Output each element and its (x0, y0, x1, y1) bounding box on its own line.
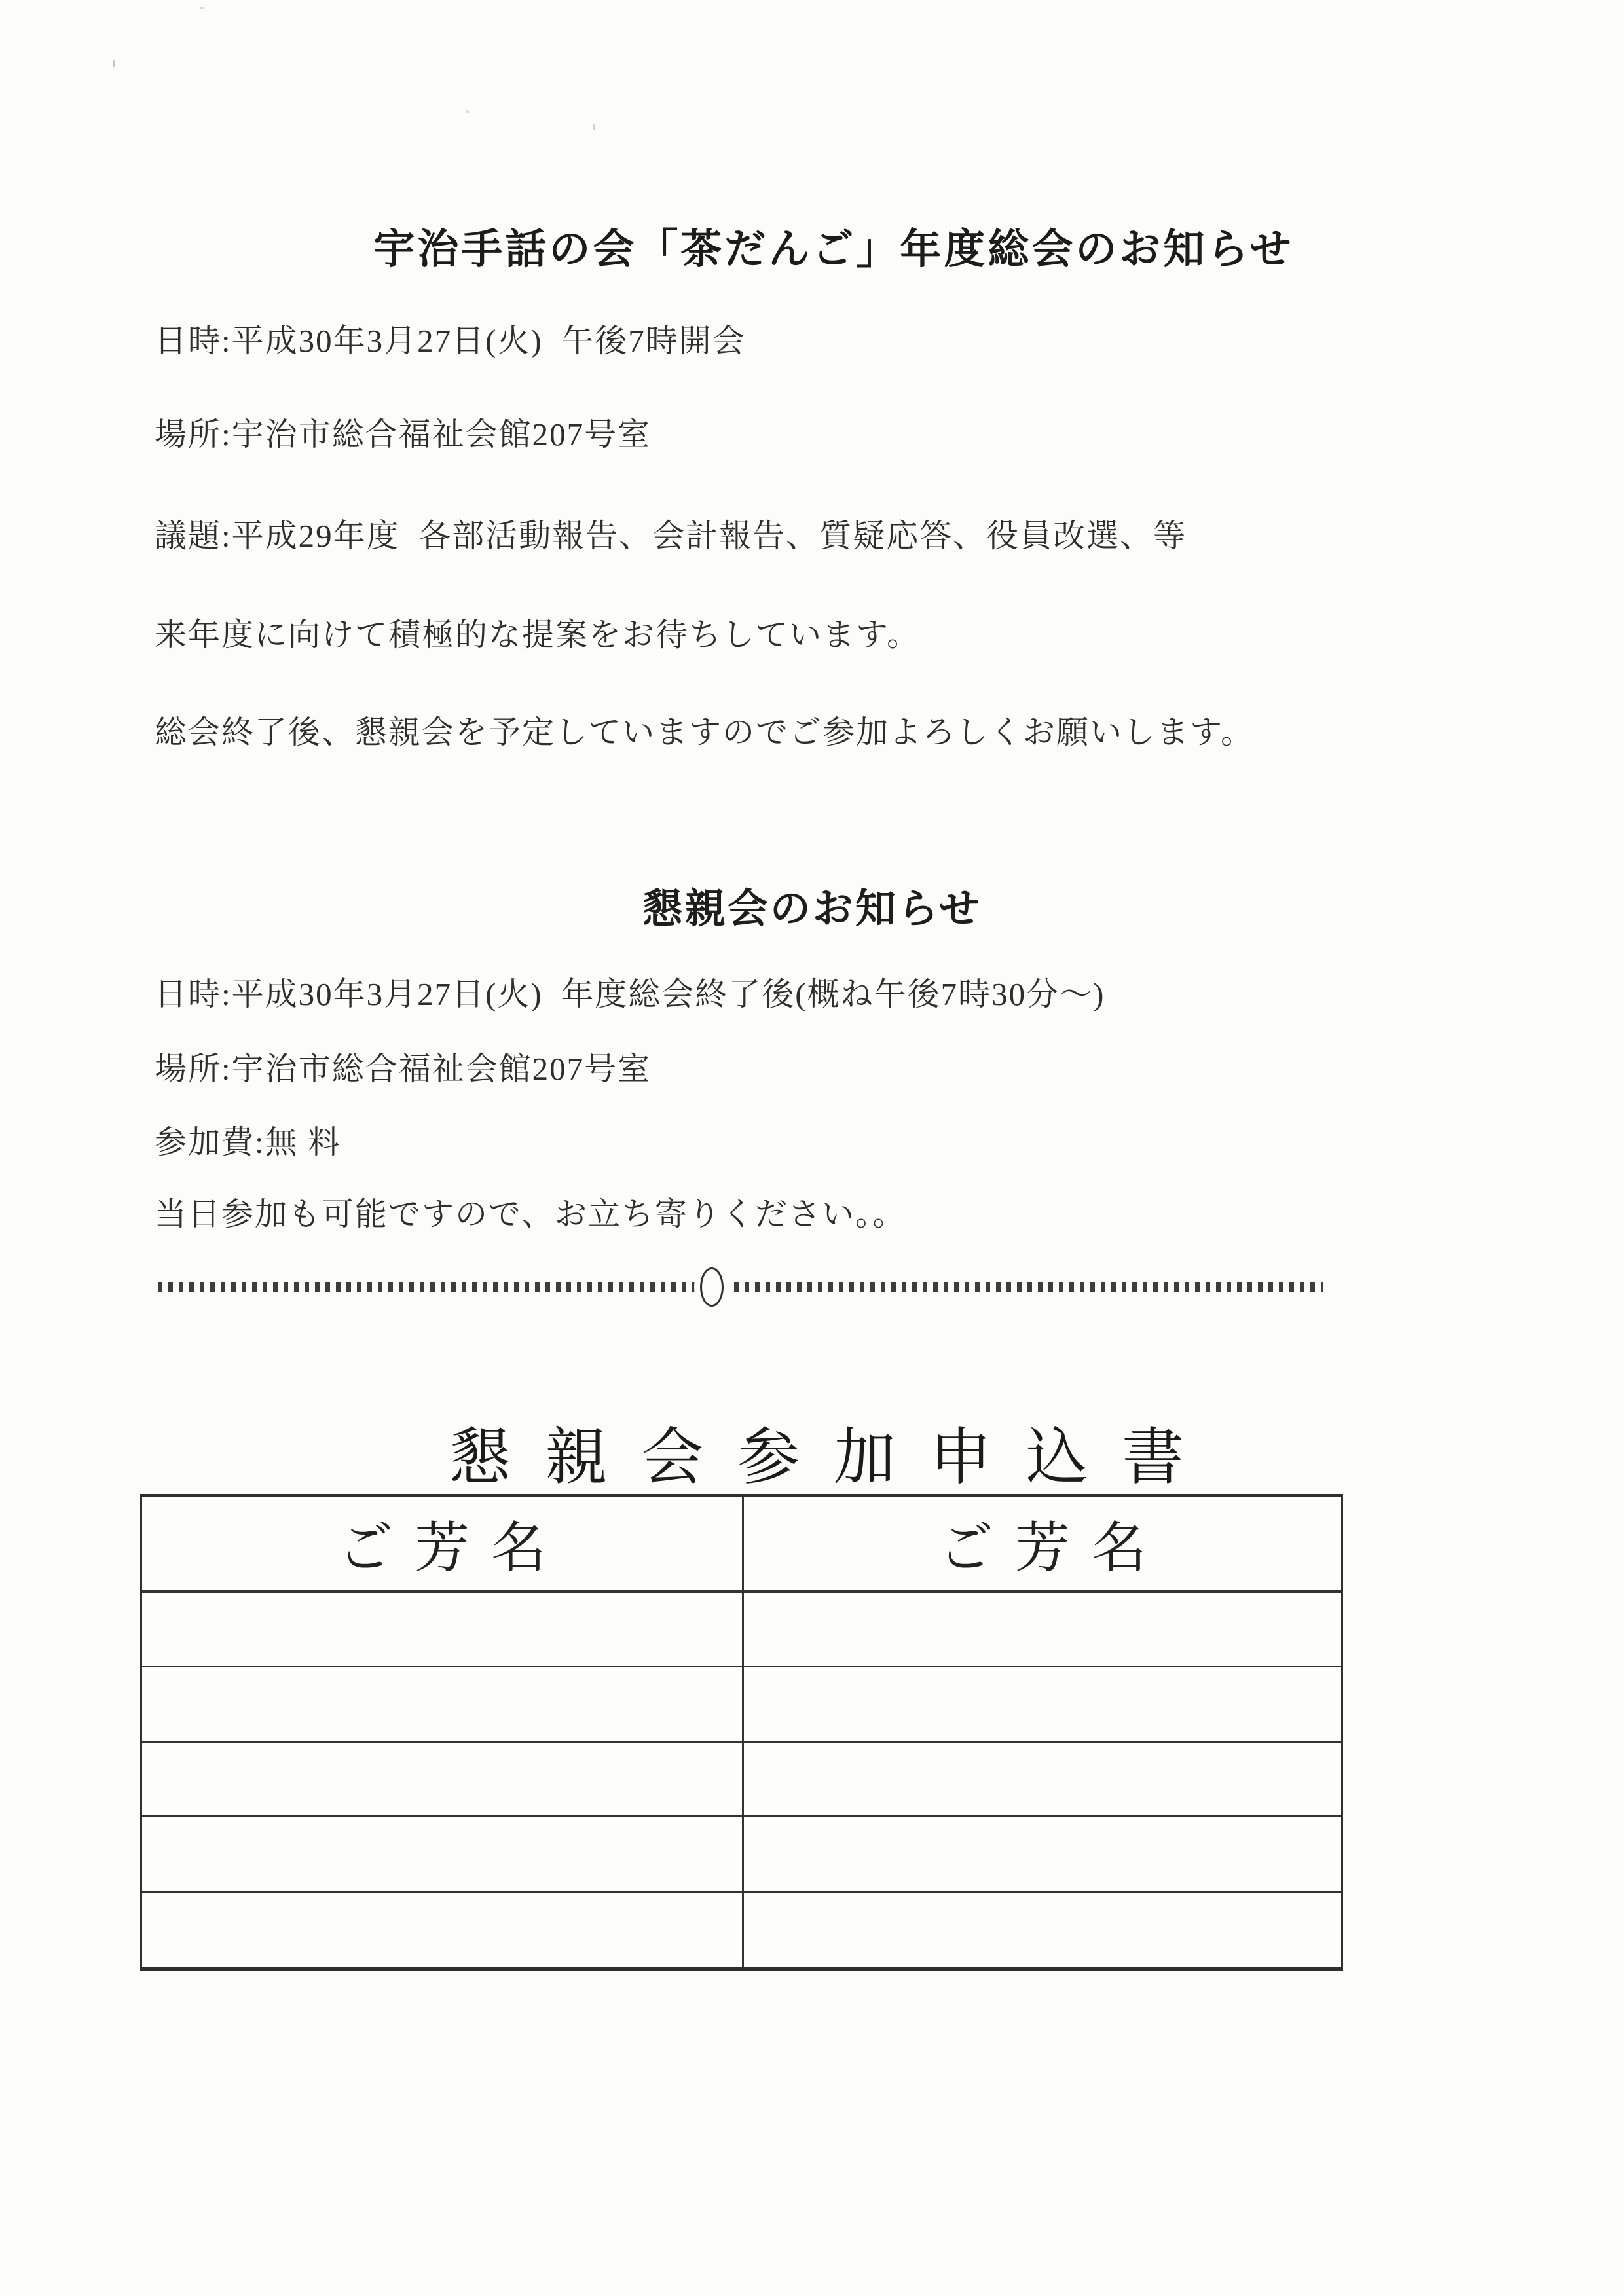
signature-cell (142, 1743, 744, 1817)
meeting-datetime-line: 日時:平成30年3月27日(火) 午後7時開会 (155, 323, 746, 359)
meeting-place-line: 場所:宇治市総合福祉会館207号室 (155, 416, 652, 452)
form-header-name-left: ご 芳 名 (142, 1497, 744, 1593)
party-place-line: 場所:宇治市総合福祉会館207号室 (155, 1051, 652, 1087)
signature-cell (744, 1667, 1341, 1742)
form-header-name-right: ご 芳 名 (744, 1497, 1341, 1593)
signature-cell (142, 1667, 744, 1742)
party-notice-title: 懇親会のお知らせ (642, 887, 982, 932)
scan-artifact (466, 110, 469, 113)
scan-artifact (593, 124, 595, 130)
application-form-table (140, 1494, 1343, 1971)
application-form-title: 懇 親 会 参 加 申 込 書 (449, 1423, 1194, 1492)
signature-cell (744, 1743, 1341, 1817)
party-dropin-line: 当日参加も可能ですので、お立ち寄りください。。 (155, 1196, 906, 1232)
scan-artifact (200, 7, 204, 9)
party-fee-line: 参加費:無 料 (155, 1124, 341, 1160)
meeting-notice-title: 宇治手話の会「茶だんご」年度総会のお知らせ (373, 227, 1294, 272)
signature-cell (142, 1817, 744, 1892)
meeting-proposal-line: 来年度に向けて積極的な提案をお待ちしています。 (155, 617, 921, 653)
circle-cut-mark-icon (700, 1267, 724, 1307)
signature-cell (142, 1893, 744, 1967)
scan-artifact (113, 60, 115, 67)
dashed-line (158, 1282, 1323, 1292)
cut-line-separator (158, 1275, 1323, 1299)
party-datetime-line: 日時:平成30年3月27日(火) 年度総会終了後(概ね午後7時30分〜) (155, 976, 1105, 1012)
meeting-agenda-line: 議題:平成29年度 各部活動報告、会計報告、質疑応答、役員改選、等 (155, 518, 1187, 554)
signature-cell (744, 1893, 1341, 1967)
signature-cell (744, 1593, 1341, 1667)
meeting-party-mention-line: 総会終了後、懇親会を予定していますのでご参加よろしくお願いします。 (155, 714, 1255, 750)
signature-cell (744, 1817, 1341, 1892)
signature-cell (142, 1593, 744, 1667)
